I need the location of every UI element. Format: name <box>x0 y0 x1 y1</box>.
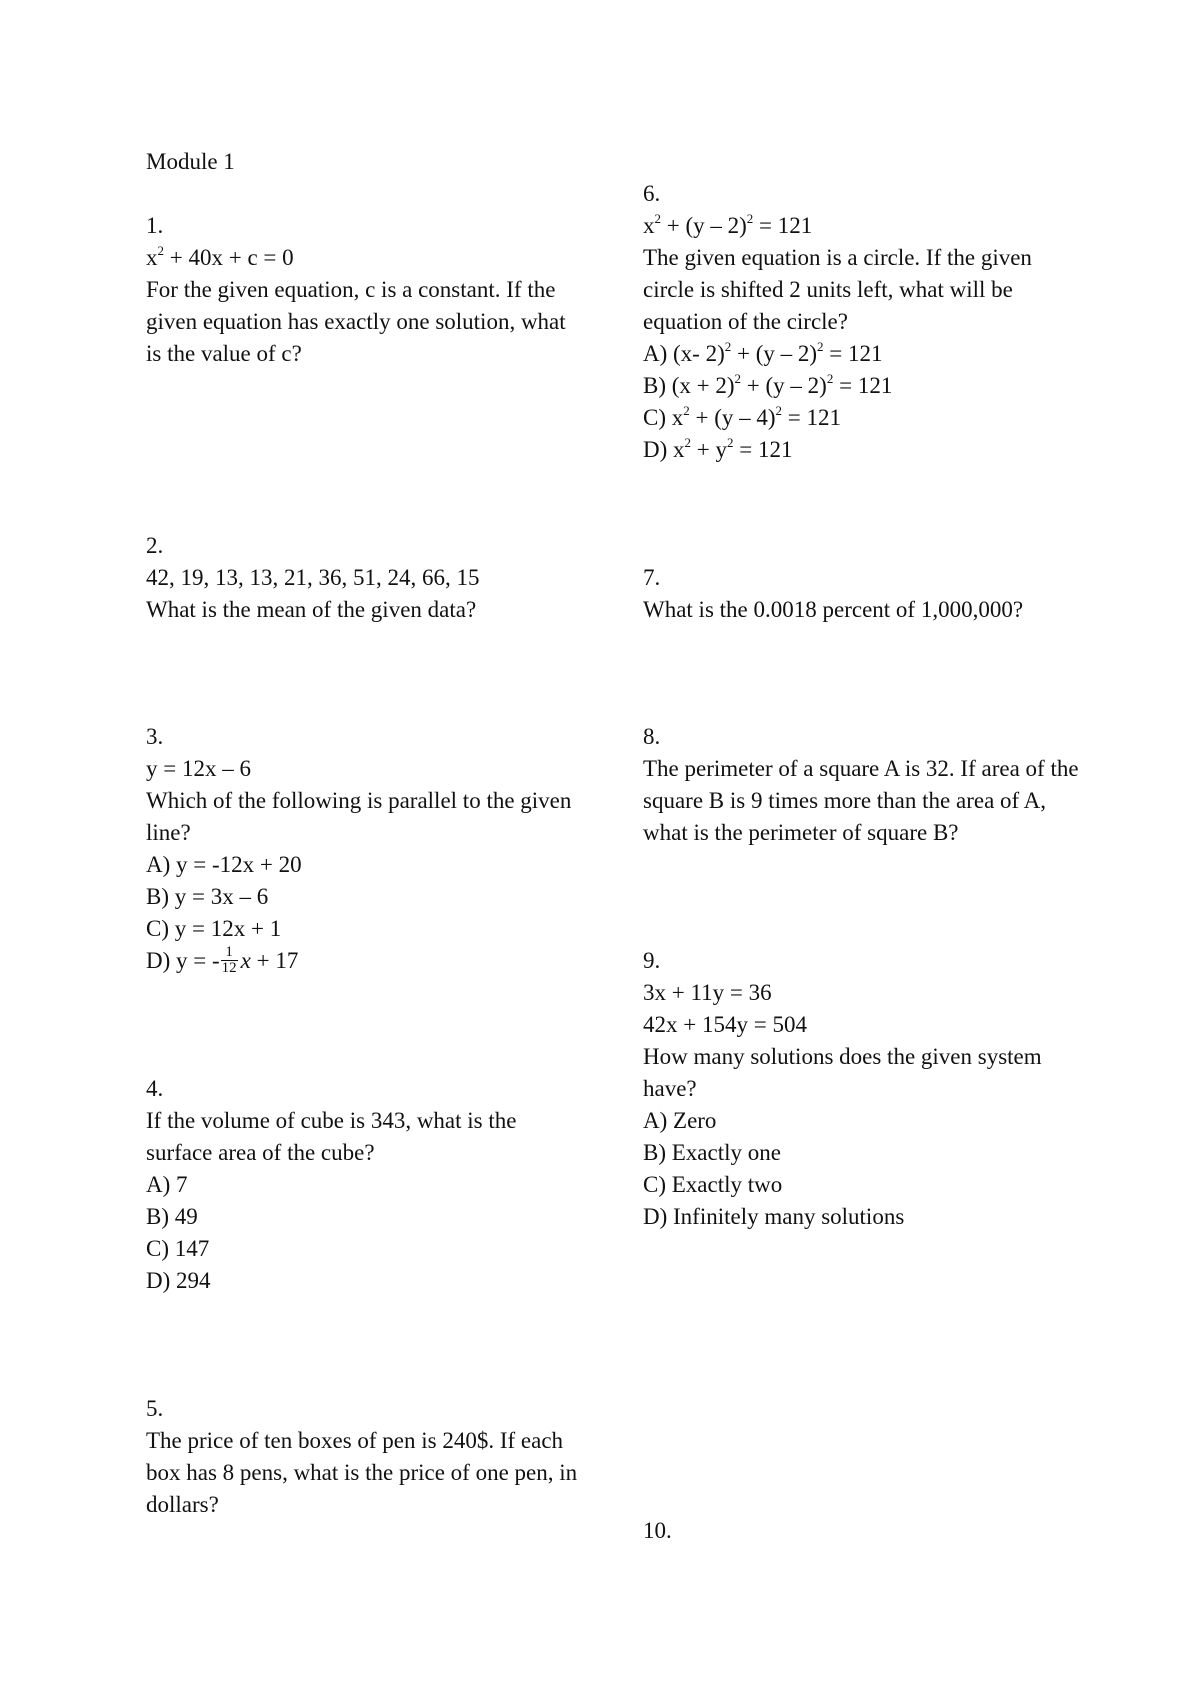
question-3 <box>146 721 586 978</box>
question-number: 6. <box>643 181 661 206</box>
question-text: Which of the following is parallel to the given line? <box>146 788 572 845</box>
question-text: What is the mean of the given data? <box>146 597 477 622</box>
question-number: 10. <box>643 1518 672 1543</box>
question-equation: $x^2 + 40x + c = 0$ <box>146 243 294 270</box>
option-a: A) y = -12x + 20 <box>146 852 302 877</box>
option-a: A) Zero <box>643 1108 717 1133</box>
question-data: 42, 19, 13, 13, 21, 36, 51, 24, 66, 15 <box>146 565 480 590</box>
question-number: 8. <box>643 724 661 749</box>
question-text: The perimeter of a square A is 32. If area of the square B is 9 times more than the area of A, what is the perimeter of square B? <box>643 756 1079 845</box>
question-number: 2. <box>146 533 164 558</box>
question-number: 7. <box>643 565 661 590</box>
option-c: C) Exactly two <box>643 1172 783 1197</box>
question-6 <box>643 178 1083 466</box>
question-4 <box>146 1073 586 1297</box>
question-2 <box>146 530 586 626</box>
option-a: A) 7 <box>146 1172 188 1197</box>
option-b: B) $(x + 2)^2 + (y - 2)^2 = 121$ <box>643 371 893 398</box>
option-d: D) y = - $\frac{1}{12}$ x + 17 <box>146 944 299 977</box>
option-b: B) 49 <box>146 1204 198 1229</box>
system-equation-1: 3x + 11y = 36 <box>643 980 772 1005</box>
question-1 <box>146 210 586 370</box>
question-equation: y = 12x – 6 <box>146 756 251 781</box>
question-text: What is the 0.0018 percent of 1,000,000? <box>643 597 1024 622</box>
option-b: B) y = 3x – 6 <box>146 884 269 909</box>
question-number: 1. <box>146 213 164 238</box>
option-d: D) 294 <box>146 1268 211 1293</box>
option-b: B) Exactly one <box>643 1140 781 1165</box>
question-number: 5. <box>146 1396 164 1421</box>
option-c: C) y = 12x + 1 <box>146 916 282 941</box>
question-10 <box>643 1515 1083 1547</box>
question-text: The given equation is a circle. If the given circle is shifted 2 units left, what will be equation of the circle? <box>643 245 1032 334</box>
fraction: $\frac{1}{12}$ <box>221 944 237 977</box>
question-number: 9. <box>643 948 661 973</box>
question-9 <box>643 945 1083 1233</box>
system-equation-2: 42x + 154y = 504 <box>643 1012 807 1037</box>
question-text: How many solutions does the given system have? <box>643 1044 1042 1101</box>
question-7 <box>643 562 1083 626</box>
option-d: D) Infinitely many solutions <box>643 1204 905 1229</box>
option-d: D) $x^2 + y^2 = 121$ <box>643 435 793 462</box>
option-c: C) 147 <box>146 1236 210 1261</box>
page-title: Module 1 <box>146 149 235 174</box>
question-5 <box>146 1393 586 1521</box>
question-number: 4. <box>146 1076 164 1101</box>
question-text: The price of ten boxes of pen is 240$. If each box has 8 pens, what is the price of one pen, in dollars? <box>146 1428 578 1517</box>
question-text: For the given equation, c is a constant. If the given equation has exactly one solution, what is the value of c? <box>146 277 566 366</box>
option-c: C) $x^2 + (y - 4)^2 = 121$ <box>643 403 842 430</box>
question-8 <box>643 721 1083 849</box>
option-a: A) (x- 2)$^2$ + (y – 2)$^2$ = 121 <box>643 339 883 366</box>
question-number: 3. <box>146 724 164 749</box>
question-text: If the volume of cube is 343, what is the surface area of the cube? <box>146 1108 517 1165</box>
question-equation: $x^2 + (y - 2)^2 = 121$ <box>643 211 813 238</box>
